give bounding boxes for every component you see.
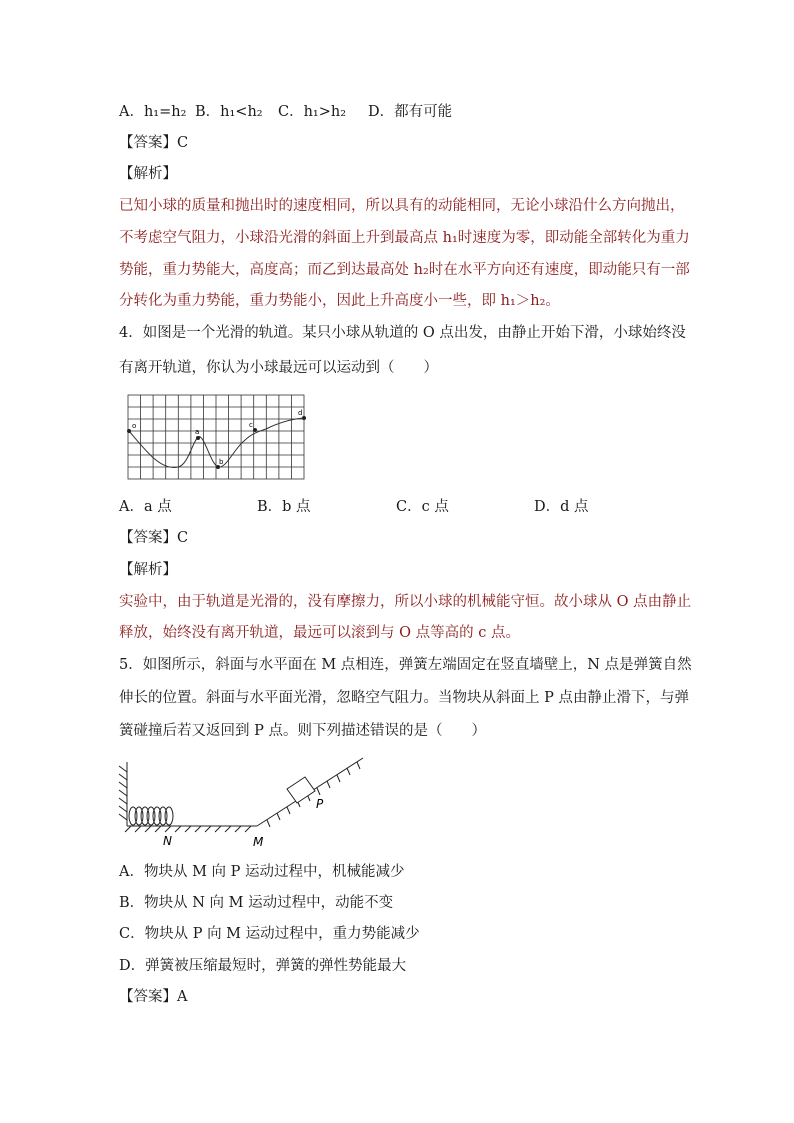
- incline-hatching: [267, 762, 360, 827]
- label-o: o: [132, 422, 137, 430]
- label-a: a: [195, 428, 200, 436]
- q3-analysis-label: 【解析】: [119, 166, 177, 182]
- label-b: b: [219, 458, 224, 466]
- q3-analysis-line-3: 势能，重力势能大，高度高；而乙到达最高处 h₂时在水平方向还有速度，即动能只有一部: [119, 262, 690, 278]
- q4-stem-line-2: 有离开轨道，你认为小球最远可以运动到（ ）: [119, 360, 438, 376]
- q5-stem-line-1: 5．如图所示，斜面与水平面在 M 点相连，弹簧左端固定在竖直墙壁上，N 点是弹簧自然: [119, 657, 692, 673]
- q4-option-b: B．b 点: [257, 499, 311, 515]
- q3-analysis-line-4: 分转化为重力势能，重力势能小，因此上升高度小一些，即 h₁＞h₂。: [119, 293, 560, 309]
- q3-analysis-line-2: 不考虑空气阻力，小球沿光滑的斜面上升到最高点 h₁时速度为零，即动能全部转化为重力: [119, 230, 690, 246]
- q5-spring-incline-figure: [115, 752, 370, 852]
- q4-option-d: D．d 点: [534, 499, 589, 515]
- q3-option-b: B．h₁<h₂: [195, 104, 263, 120]
- wall-hatching: [119, 766, 127, 820]
- q4-analysis-line-1: 实验中，由于轨道是光滑的，没有摩擦力，所以小球的机械能守恒。故小球从 O 点由静止: [119, 594, 692, 610]
- label-m: M: [253, 835, 264, 849]
- q3-option-a: A．h₁=h₂: [119, 104, 187, 120]
- q5-stem-line-3: 簧碰撞后若又返回到 P 点。则下列描述错误的是（ ）: [119, 723, 486, 739]
- q3-analysis-line-1: 已知小球的质量和抛出时的速度相同，所以具有的动能相同，无论小球沿什么方向抛出，: [119, 198, 685, 214]
- q4-track-figure: [126, 393, 310, 481]
- block: [287, 777, 315, 803]
- label-c: c: [249, 421, 253, 429]
- q3-answer: 【答案】C: [119, 135, 189, 151]
- q5-option-a: A．物块从 M 向 P 运动过程中，机械能减少: [119, 864, 405, 880]
- q4-analysis-line-2: 释放，始终没有离开轨道，最远可以滚到与 O 点等高的 c 点。: [119, 625, 520, 641]
- q4-answer: 【答案】C: [119, 530, 189, 546]
- label-p: P: [316, 797, 324, 811]
- label-d: d: [298, 409, 303, 417]
- label-n: N: [163, 834, 172, 848]
- q5-stem-line-2: 伸长的位置。斜面与水平面光滑，忽略空气阻力。当物块从斜面上 P 点由静止滑下，与弹: [119, 690, 689, 706]
- q4-option-a: A．a 点: [119, 499, 172, 515]
- q5-option-c: C．物块从 P 向 M 运动过程中，重力势能减少: [119, 926, 420, 942]
- q3-option-d: D．都有可能: [368, 104, 453, 120]
- q5-option-b: B．物块从 N 向 M 运动过程中，动能不变: [119, 895, 394, 911]
- q4-option-c: C．c 点: [396, 499, 449, 515]
- q3-option-c: C．h₁>h₂: [278, 104, 347, 120]
- q4-stem-line-1: 4．如图是一个光滑的轨道。某只小球从轨道的 O 点出发，由静止开始下滑，小球始终没: [119, 325, 686, 341]
- q5-option-d: D．弹簧被压缩最短时，弹簧的弹性势能最大: [119, 958, 407, 974]
- floor-hatching: [125, 826, 251, 832]
- q5-answer: 【答案】A: [119, 989, 188, 1005]
- grid: [128, 395, 304, 479]
- spring: [129, 807, 173, 825]
- q4-analysis-label: 【解析】: [119, 562, 177, 578]
